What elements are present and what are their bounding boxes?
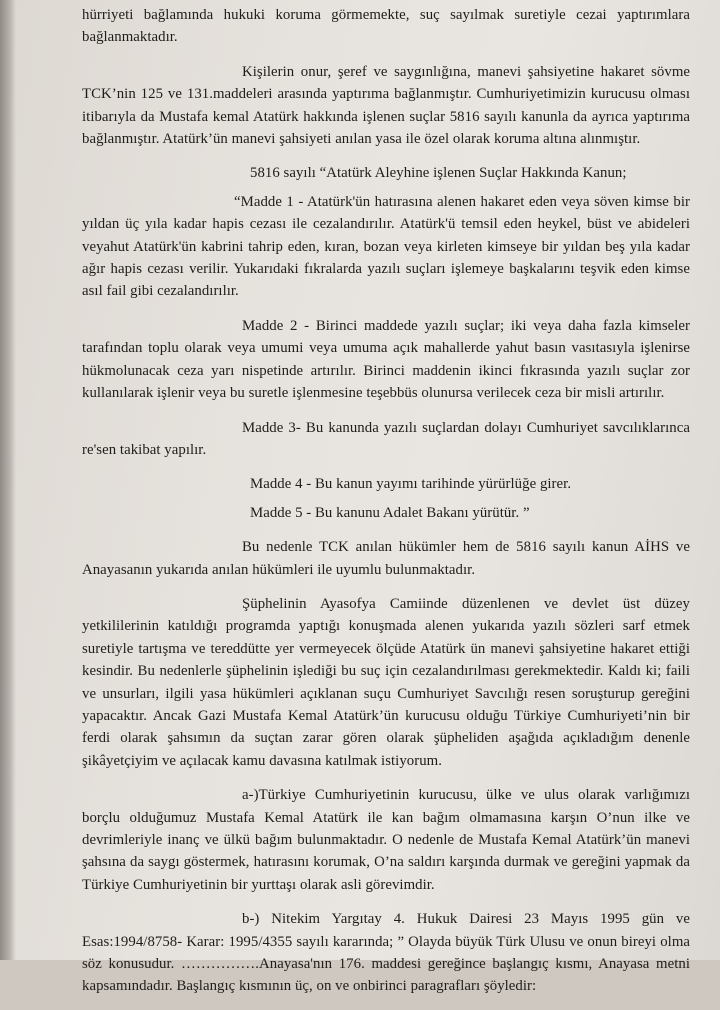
paragraph-point-b: b-) Nitekim Yargıtay 4. Hukuk Dairesi 23 Mayıs 1995 gün ve Esas:1994/8758- Karar: 1995/4355 sayılı kararında; ” Olayda büyük Türk Ulusu ve onun bireyi olma söz konusudur. …………….Anayasa'nın 176. maddesi gereğince başlangıç kısmı, Anayasa metni kapsamındadır. Başlangıç kısmının üç, on ve onbirinci paragrafları şöyledir: <box>82 911 690 995</box>
document-body <box>82 4 690 1010</box>
paragraph-freedom-context: hürriyeti bağlamında hukuki koruma görmemekte, suç sayılmak suretiyle cezai yaptırımlara bağlanmaktadır. <box>82 7 690 46</box>
paragraph-article-1: “Madde 1 - Atatürk'ün hatırasına alenen hakaret eden veya söven kimse bir yıldan üç yıla kadar hapis cezası ile cezalandırılır. Atatürk'ü temsil eden heykel, büst ve abideleri veyahut Atatürk'ün kabrini tahrip eden, kıran, bozan veya kirleten kimseye bir yıldan beş yıla kadar ağır hapis cezası verilir. Yukarıdaki fıkralarda yazılı suçları işlemeye başkalarını teşvik eden kimse asıl fail gibi cezalandırılır. <box>82 193 690 300</box>
paragraph-article-3: Madde 3- Bu kanunda yazılı suçlardan dolayı Cumhuriyet savcılıklarınca re'sen takibat yapılır. <box>82 419 690 458</box>
paragraph-article-2: Madde 2 - Birinci maddede yazılı suçlar; iki veya daha fazla kimseler tarafından toplu olarak veya umumi veya umuma açık mahallerde yahut basın vasıtasıyla işlenirse hükmolunacak ceza yarı nispetinde artırılır. Birinci maddenin ikinci fıkrasında yazılı suçlar zor kullanılarak işlenir veya bu suretle işlenmesine teşebbüs olunursa verilecek ceza bir misli artırılır. <box>82 317 690 402</box>
paragraph-insult-tck: Kişilerin onur, şeref ve saygınlığına, manevi şahsiyetine hakaret sövme TCK’nin 125 ve 131.maddeleri arasında yaptırıma bağlanmıştır. Cumhuriyetimizin kurucusu olması itibarıyla da Mustafa kemal Atatürk hakkında işlenen suçlar 5816 sayılı kanunla da ayrıca yaptırıma bağlanmıştır. Atatürk’ün manevi şahsiyeti anılan yasa ile özel olarak koruma altına alınmıştır. <box>82 63 690 148</box>
paragraph-law-5816-title: 5816 sayılı “Atatürk Aleyhine işlenen Suçlar Hakkında Kanun; <box>250 165 627 182</box>
paragraph-conformity: Bu nedenle TCK anılan hükümler hem de 5816 sayılı kanun AİHS ve Anayasanın yukarıda anılan hükümleri ile uyumlu bulunmaktadır. <box>82 539 690 578</box>
page-edge-shadow <box>0 0 16 960</box>
paragraph-point-a: a-)Türkiye Cumhuriyetinin kurucusu, ülke ve ulus olarak varlığımızı borçlu olduğumuz Mustafa Kemal Atatürk ile kan bağım olmamasına karşın O’nun ilke ve devrimleriyle inanç ve ülkü bağım bulunmaktadır. O nedenle de Mustafa Kemal Atatürk’ün manevi şahsına da saygı göstermek, hatırasını korumak, O’na saldırı karşında durmak ve gereğini yapmak da Türkiye Cumhuriyetinin bir yurttaşı olarak asli görevimdir. <box>82 787 690 893</box>
paragraph-article-4: Madde 4 - Bu kanun yayımı tarihinde yürürlüğe girer. <box>250 476 572 493</box>
paragraph-suspect-complaint: Şüphelinin Ayasofya Camiinde düzenlenen ve devlet üst düzey yetkililerinin katıldığı programda yaptığı konuşmada alenen yukarıda yazılı sözleri sarf etmek suretiyle tartışma ve tereddütte yer vermeyecek ölçüde Atatürk ün manevi şahsiyetine hakaret ettiği kesindir. Bu nedenlerle şüphelinin işlediği bu suç için cezalandırılması gerekmektedir. Kaldı ki; faili ve unsurları, ilgili yasa hükümleri açıklanan suçu Cumhuriyet Savcılığı resen soruşturup gereğini yapacaktır. Ancak Gazi Mustafa Kemal Atatürk’ün kurucusu olduğu Türkiye Cumhuriyeti’nin bir ferdi olarak şahsımın da suçtan zarar gören olarak şüpheliden aşağıda açıkladığım denenle şikâyetçiyim ve açılacak kamu davasına katılmak istiyorum. <box>82 595 690 769</box>
paragraph-article-5: Madde 5 - Bu kanunu Adalet Bakanı yürütür. ” <box>250 504 530 521</box>
